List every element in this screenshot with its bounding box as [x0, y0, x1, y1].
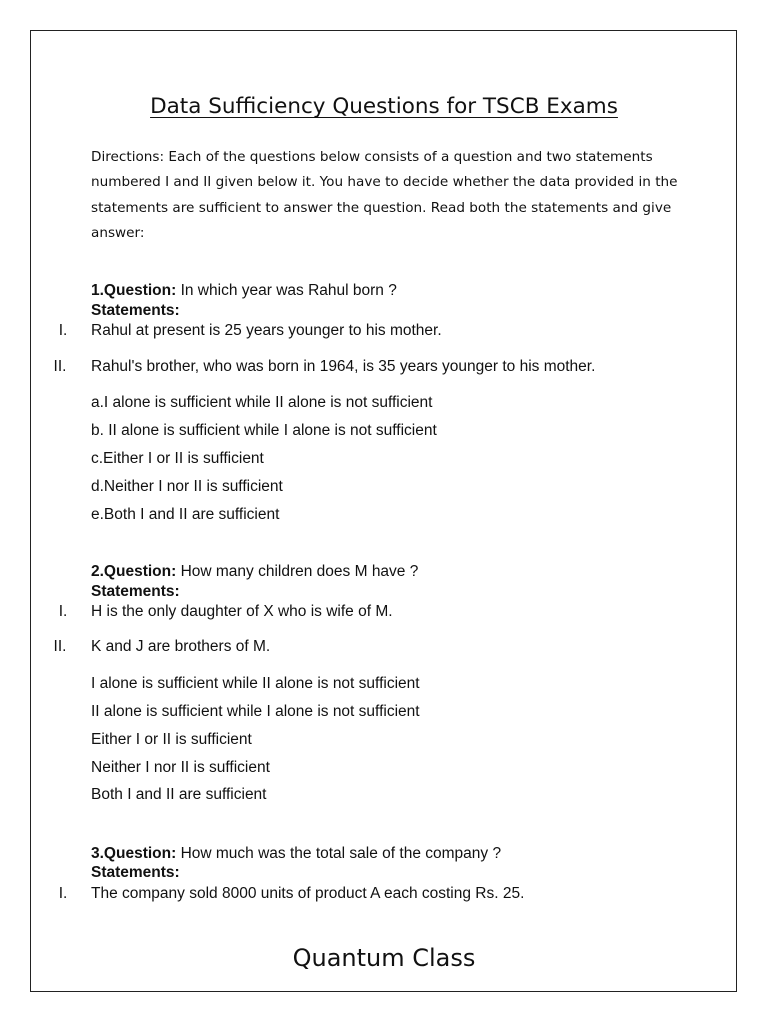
- question-2-statements-label: Statements:: [91, 583, 180, 600]
- question-2-text: How many children does M have ?: [176, 563, 419, 580]
- question-2-option: Either I or II is sufficient: [91, 731, 252, 748]
- question-2-option: Both I and II are sufficient: [91, 786, 267, 803]
- statement-text: Rahul at present is 25 years younger to his mother.: [91, 322, 442, 339]
- statement-text: H is the only daughter of X who is wife of M.: [91, 603, 393, 620]
- question-3: [91, 844, 501, 863]
- page-title: Data Sufficiency Questions for TSCB Exams: [150, 94, 618, 119]
- question-3-statements-label: Statements:: [91, 864, 180, 881]
- question-1-option: b. II alone is sufficient while I alone is not sufficient: [91, 422, 437, 439]
- question-2-label: 2.Question:: [91, 563, 177, 580]
- question-1-option: a.I alone is sufficient while II alone is not sufficient: [91, 394, 433, 411]
- question-1-option: e.Both I and II are sufficient: [91, 506, 280, 523]
- question-1-statements-label: Statements:: [91, 302, 180, 319]
- statement-text: Rahul's brother, who was born in 1964, is 35 years younger to his mother.: [91, 358, 596, 375]
- statement-number: II.: [53, 638, 67, 655]
- question-1-option: c.Either I or II is sufficient: [91, 450, 264, 467]
- directions-paragraph: Directions: Each of the questions below consists of a question and two statements numbered I and II given below it. You have to decide whether the data provided in the statements are sufficient to answer the question. Read both the statements and give answer:: [91, 149, 678, 242]
- footer-brand: Quantum Class: [292, 944, 476, 972]
- question-3-text: How much was the total sale of the company ?: [176, 845, 502, 862]
- statement-number: II.: [53, 358, 67, 375]
- statement-number: I.: [58, 885, 68, 902]
- question-1-option: d.Neither I nor II is sufficient: [91, 478, 283, 495]
- statement-text: The company sold 8000 units of product A each costing Rs. 25.: [91, 885, 525, 902]
- question-1-label: 1.Question:: [91, 282, 177, 299]
- question-1-text: In which year was Rahul born ?: [176, 282, 397, 299]
- question-3-label: 3.Question:: [91, 845, 177, 862]
- question-2-option: I alone is sufficient while II alone is not sufficient: [91, 675, 420, 692]
- question-2-option: II alone is sufficient while I alone is not sufficient: [91, 703, 420, 720]
- statement-number: I.: [58, 322, 68, 339]
- question-2-option: Neither I nor II is sufficient: [91, 759, 270, 776]
- question-1: [91, 281, 397, 300]
- statement-text: K and J are brothers of M.: [91, 638, 271, 655]
- question-2: [91, 562, 418, 581]
- statement-number: I.: [58, 603, 68, 620]
